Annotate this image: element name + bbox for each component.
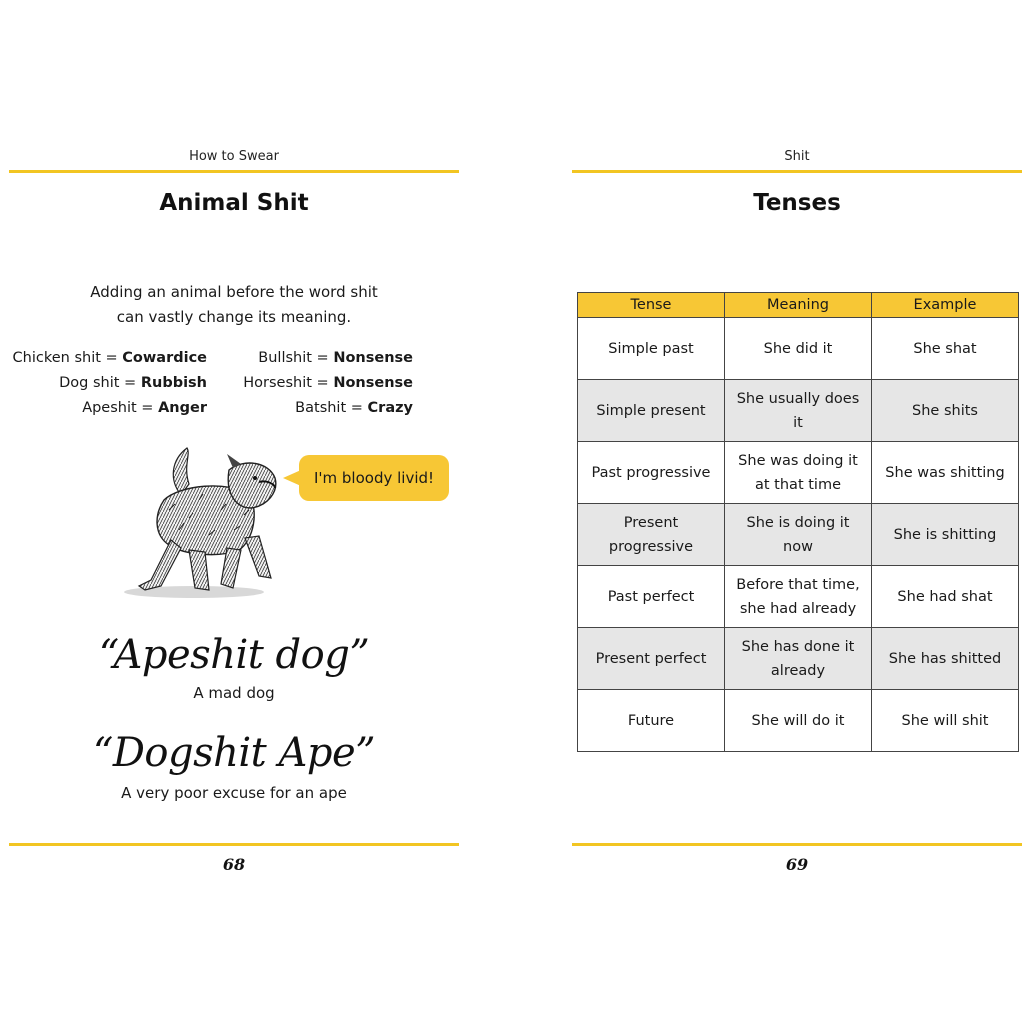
intro-text bbox=[9, 280, 459, 330]
table-cell: She usually does it bbox=[725, 380, 872, 442]
page-number: 69 bbox=[785, 855, 809, 874]
table-cell: She has done it already bbox=[725, 628, 872, 690]
table-row bbox=[578, 442, 1019, 504]
table-cell: Past perfect bbox=[578, 566, 725, 628]
intro-line: can vastly change its meaning. bbox=[116, 308, 352, 326]
page-title: Animal Shit bbox=[159, 190, 309, 216]
pair-row: Horseshit = Nonsense bbox=[243, 375, 413, 391]
table-header-row bbox=[578, 293, 1019, 318]
table-row bbox=[578, 504, 1019, 566]
table-cell: She shat bbox=[872, 318, 1019, 380]
table-cell: She is doing it now bbox=[725, 504, 872, 566]
column-header: Meaning bbox=[725, 293, 872, 318]
table-cell: She was doing it at that time bbox=[725, 442, 872, 504]
table-row bbox=[578, 380, 1019, 442]
right-page bbox=[572, 0, 1022, 1024]
column-header: Example bbox=[872, 293, 1019, 318]
footer-rule bbox=[9, 843, 459, 846]
footer-rule bbox=[572, 843, 1022, 846]
pair-row: Apeshit = Anger bbox=[82, 400, 207, 416]
table-row bbox=[578, 628, 1019, 690]
table-cell: She will do it bbox=[725, 690, 872, 752]
pair-row: Dog shit = Rubbish bbox=[59, 375, 207, 391]
table-cell: Simple present bbox=[578, 380, 725, 442]
table-cell: She is shitting bbox=[872, 504, 1019, 566]
header-rule bbox=[9, 170, 459, 173]
table-cell: She did it bbox=[725, 318, 872, 380]
dog-illustration bbox=[109, 440, 279, 605]
table-cell: She had shat bbox=[872, 566, 1019, 628]
table-cell: Before that time, she had already bbox=[725, 566, 872, 628]
animal-pairs bbox=[9, 346, 459, 426]
pair-row: Bullshit = Nonsense bbox=[258, 350, 413, 366]
quote-gloss: A very poor excuse for an ape bbox=[121, 784, 347, 802]
table-cell: She shits bbox=[872, 380, 1019, 442]
table-cell: Present progressive bbox=[578, 504, 725, 566]
running-head: Shit bbox=[784, 149, 810, 164]
table-cell: Past progressive bbox=[578, 442, 725, 504]
quote-gloss: A mad dog bbox=[193, 684, 275, 702]
pairs-column-2 bbox=[243, 346, 413, 421]
pair-row: Chicken shit = Cowardice bbox=[12, 350, 207, 366]
page-number: 68 bbox=[222, 855, 246, 874]
table-row bbox=[578, 318, 1019, 380]
pair-row: Batshit = Crazy bbox=[295, 400, 413, 416]
left-page bbox=[9, 0, 459, 1024]
table-row bbox=[578, 566, 1019, 628]
table-cell: Present perfect bbox=[578, 628, 725, 690]
pairs-column-1 bbox=[13, 346, 207, 421]
table-cell: She has shitted bbox=[872, 628, 1019, 690]
table-cell: Future bbox=[578, 690, 725, 752]
intro-line: Adding an animal before the word shit bbox=[90, 283, 378, 301]
quote-heading: “Apeshit dog” bbox=[98, 632, 370, 678]
table-cell: Simple past bbox=[578, 318, 725, 380]
quote-heading: “Dogshit Ape” bbox=[92, 730, 376, 776]
table-cell: She will shit bbox=[872, 690, 1019, 752]
page-title: Tenses bbox=[753, 190, 841, 216]
table-row bbox=[578, 690, 1019, 752]
table-cell: She was shitting bbox=[872, 442, 1019, 504]
running-head: How to Swear bbox=[189, 149, 279, 164]
speech-bubble: I'm bloody livid! bbox=[299, 455, 449, 501]
header-rule bbox=[572, 170, 1022, 173]
tenses-table bbox=[577, 292, 1019, 752]
column-header: Tense bbox=[578, 293, 725, 318]
